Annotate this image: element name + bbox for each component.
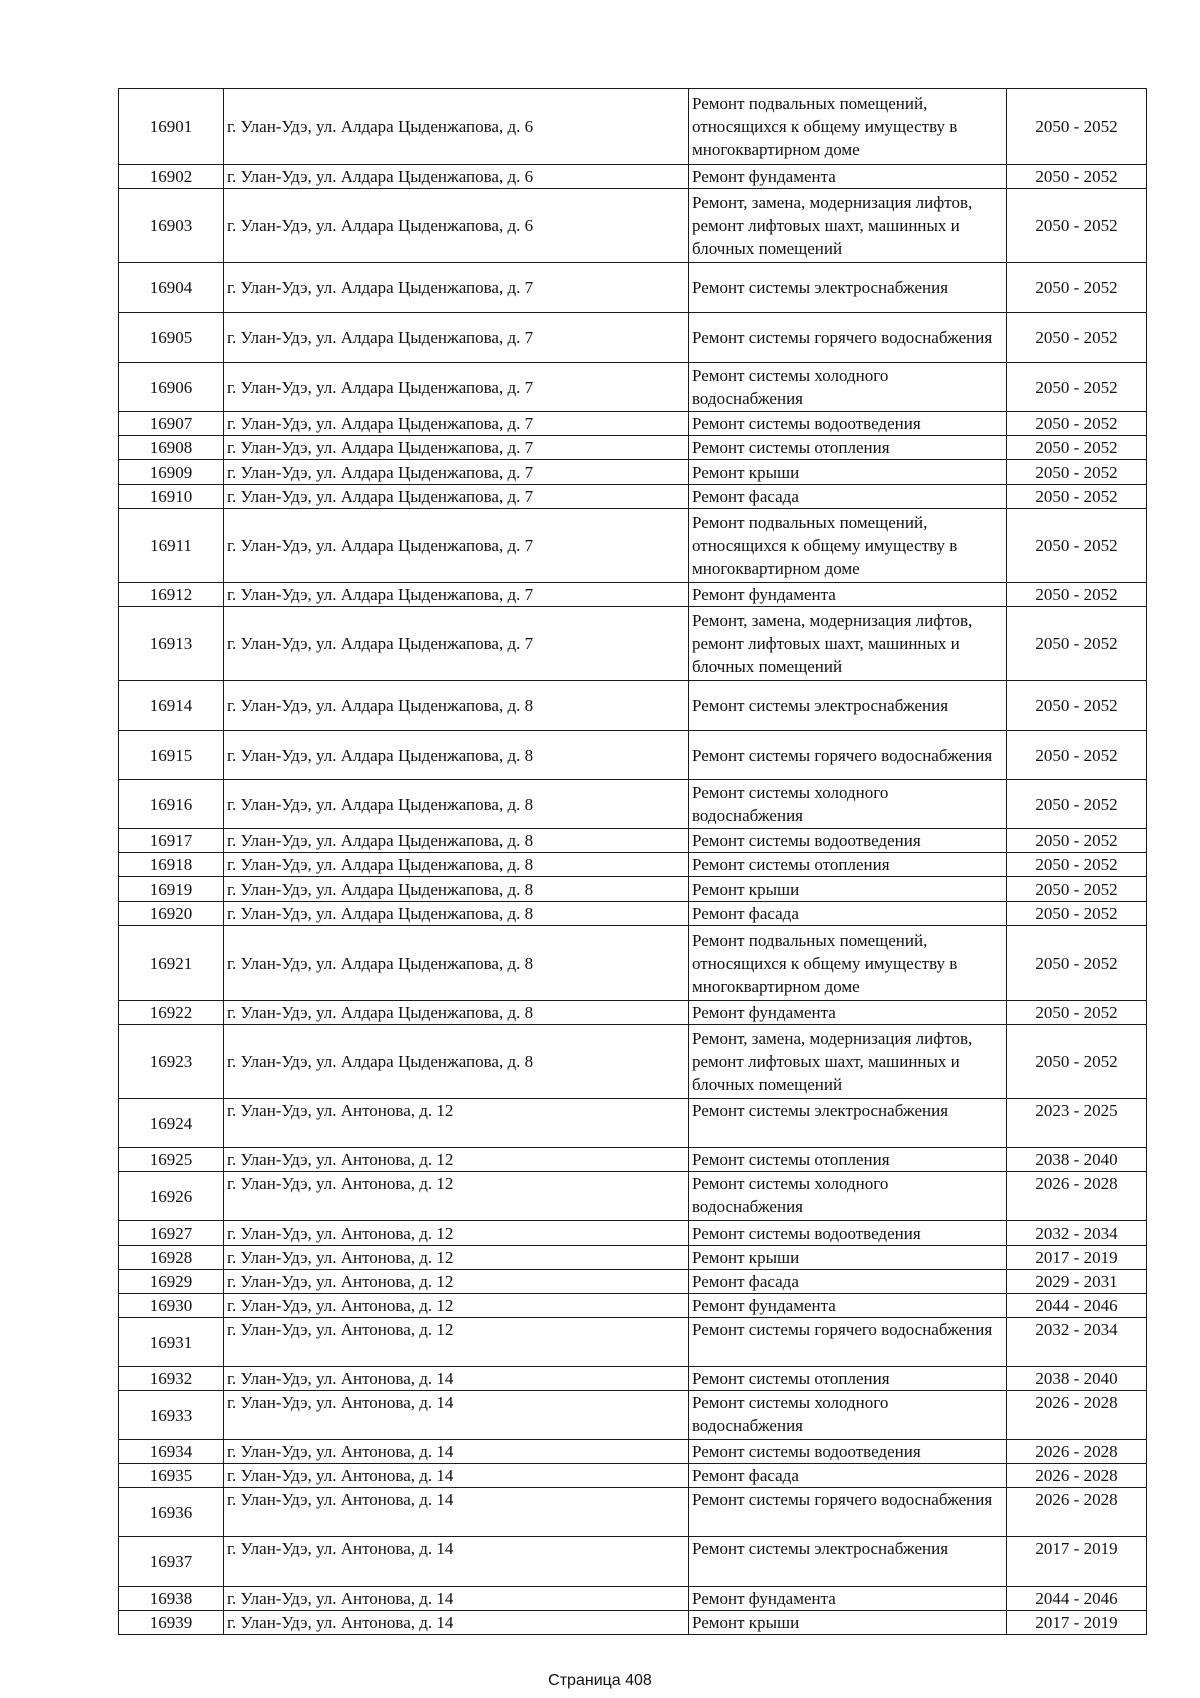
period-cell: 2050 - 2052 bbox=[1007, 189, 1147, 263]
row-number-cell: 16936 bbox=[119, 1488, 224, 1537]
row-number-cell: 16919 bbox=[119, 877, 224, 902]
table-row bbox=[119, 1270, 1147, 1294]
table-row bbox=[119, 363, 1147, 412]
row-number-cell: 16905 bbox=[119, 313, 224, 363]
period-cell: 2026 - 2028 bbox=[1007, 1172, 1147, 1221]
address-cell: г. Улан-Удэ, ул. Антонова, д. 14 bbox=[224, 1537, 689, 1587]
table-row bbox=[119, 509, 1147, 583]
work-type-cell: Ремонт фундамента bbox=[689, 165, 1007, 189]
row-number-cell: 16938 bbox=[119, 1587, 224, 1611]
address-cell: г. Улан-Удэ, ул. Антонова, д. 12 bbox=[224, 1148, 689, 1172]
address-cell: г. Улан-Удэ, ул. Алдара Цыденжапова, д. 8 bbox=[224, 877, 689, 902]
row-number-cell: 16908 bbox=[119, 436, 224, 460]
address-cell: г. Улан-Удэ, ул. Антонова, д. 14 bbox=[224, 1587, 689, 1611]
row-number-cell: 16909 bbox=[119, 460, 224, 485]
period-cell: 2050 - 2052 bbox=[1007, 485, 1147, 509]
row-number-cell: 16913 bbox=[119, 607, 224, 681]
address-cell: г. Улан-Удэ, ул. Антонова, д. 12 bbox=[224, 1246, 689, 1270]
period-cell: 2044 - 2046 bbox=[1007, 1587, 1147, 1611]
table-row bbox=[119, 1440, 1147, 1464]
period-cell: 2017 - 2019 bbox=[1007, 1611, 1147, 1635]
table-row bbox=[119, 1001, 1147, 1025]
row-number-cell: 16929 bbox=[119, 1270, 224, 1294]
period-cell: 2050 - 2052 bbox=[1007, 583, 1147, 607]
work-type-cell: Ремонт подвальных помещений, относящихся к общему имуществу в многоквартирном доме bbox=[689, 89, 1007, 165]
table-row bbox=[119, 460, 1147, 485]
work-type-cell: Ремонт фасада bbox=[689, 485, 1007, 509]
work-type-cell: Ремонт фасада bbox=[689, 902, 1007, 926]
period-cell: 2050 - 2052 bbox=[1007, 681, 1147, 731]
address-cell: г. Улан-Удэ, ул. Алдара Цыденжапова, д. 7 bbox=[224, 460, 689, 485]
address-cell: г. Улан-Удэ, ул. Антонова, д. 12 bbox=[224, 1221, 689, 1246]
period-cell: 2050 - 2052 bbox=[1007, 460, 1147, 485]
address-cell: г. Улан-Удэ, ул. Алдара Цыденжапова, д. 8 bbox=[224, 1025, 689, 1099]
address-cell: г. Улан-Удэ, ул. Алдара Цыденжапова, д. 7 bbox=[224, 509, 689, 583]
table-row bbox=[119, 189, 1147, 263]
table-row bbox=[119, 1391, 1147, 1440]
work-type-cell: Ремонт системы горячего водоснабжения bbox=[689, 731, 1007, 780]
row-number-cell: 16901 bbox=[119, 89, 224, 165]
row-number-cell: 16922 bbox=[119, 1001, 224, 1025]
address-cell: г. Улан-Удэ, ул. Алдара Цыденжапова, д. 6 bbox=[224, 89, 689, 165]
address-cell: г. Улан-Удэ, ул. Антонова, д. 12 bbox=[224, 1172, 689, 1221]
work-type-cell: Ремонт системы электроснабжения bbox=[689, 263, 1007, 313]
work-type-cell: Ремонт системы холодного водоснабжения bbox=[689, 780, 1007, 829]
table-row bbox=[119, 1537, 1147, 1587]
period-cell: 2050 - 2052 bbox=[1007, 509, 1147, 583]
work-type-cell: Ремонт системы отопления bbox=[689, 1367, 1007, 1391]
table-row bbox=[119, 1464, 1147, 1488]
period-cell: 2017 - 2019 bbox=[1007, 1537, 1147, 1587]
address-cell: г. Улан-Удэ, ул. Алдара Цыденжапова, д. 7 bbox=[224, 363, 689, 412]
table-row bbox=[119, 731, 1147, 780]
row-number-cell: 16930 bbox=[119, 1294, 224, 1318]
period-cell: 2050 - 2052 bbox=[1007, 263, 1147, 313]
row-number-cell: 16937 bbox=[119, 1537, 224, 1587]
table-row bbox=[119, 1488, 1147, 1537]
row-number-cell: 16917 bbox=[119, 829, 224, 853]
table-row bbox=[119, 313, 1147, 363]
work-type-cell: Ремонт фундамента bbox=[689, 1001, 1007, 1025]
row-number-cell: 16927 bbox=[119, 1221, 224, 1246]
period-cell: 2050 - 2052 bbox=[1007, 1025, 1147, 1099]
row-number-cell: 16902 bbox=[119, 165, 224, 189]
row-number-cell: 16924 bbox=[119, 1099, 224, 1148]
period-cell: 2050 - 2052 bbox=[1007, 829, 1147, 853]
address-cell: г. Улан-Удэ, ул. Алдара Цыденжапова, д. 8 bbox=[224, 926, 689, 1001]
table-row bbox=[119, 926, 1147, 1001]
table-row bbox=[119, 1025, 1147, 1099]
work-type-cell: Ремонт системы водоотведения bbox=[689, 412, 1007, 436]
row-number-cell: 16911 bbox=[119, 509, 224, 583]
table-row bbox=[119, 1099, 1147, 1148]
row-number-cell: 16926 bbox=[119, 1172, 224, 1221]
table-row bbox=[119, 902, 1147, 926]
table-row bbox=[119, 165, 1147, 189]
row-number-cell: 16918 bbox=[119, 853, 224, 877]
row-number-cell: 16912 bbox=[119, 583, 224, 607]
period-cell: 2029 - 2031 bbox=[1007, 1270, 1147, 1294]
row-number-cell: 16910 bbox=[119, 485, 224, 509]
address-cell: г. Улан-Удэ, ул. Антонова, д. 12 bbox=[224, 1270, 689, 1294]
period-cell: 2017 - 2019 bbox=[1007, 1246, 1147, 1270]
row-number-cell: 16939 bbox=[119, 1611, 224, 1635]
table-row bbox=[119, 436, 1147, 460]
table-row bbox=[119, 89, 1147, 165]
work-type-cell: Ремонт системы горячего водоснабжения bbox=[689, 1318, 1007, 1367]
work-type-cell: Ремонт, замена, модернизация лифтов, ремонт лифтовых шахт, машинных и блочных помещений bbox=[689, 189, 1007, 263]
address-cell: г. Улан-Удэ, ул. Антонова, д. 14 bbox=[224, 1464, 689, 1488]
address-cell: г. Улан-Удэ, ул. Антонова, д. 12 bbox=[224, 1294, 689, 1318]
address-cell: г. Улан-Удэ, ул. Алдара Цыденжапова, д. 7 bbox=[224, 263, 689, 313]
page-number: Страница 408 bbox=[548, 1672, 652, 1689]
table-row bbox=[119, 1318, 1147, 1367]
table-row bbox=[119, 1246, 1147, 1270]
table-row bbox=[119, 412, 1147, 436]
table-row bbox=[119, 1294, 1147, 1318]
address-cell: г. Улан-Удэ, ул. Алдара Цыденжапова, д. 8 bbox=[224, 681, 689, 731]
period-cell: 2050 - 2052 bbox=[1007, 731, 1147, 780]
work-type-cell: Ремонт фасада bbox=[689, 1464, 1007, 1488]
work-type-cell: Ремонт крыши bbox=[689, 1246, 1007, 1270]
table-row bbox=[119, 263, 1147, 313]
address-cell: г. Улан-Удэ, ул. Антонова, д. 14 bbox=[224, 1611, 689, 1635]
period-cell: 2050 - 2052 bbox=[1007, 607, 1147, 681]
row-number-cell: 16915 bbox=[119, 731, 224, 780]
work-type-cell: Ремонт крыши bbox=[689, 877, 1007, 902]
row-number-cell: 16925 bbox=[119, 1148, 224, 1172]
period-cell: 2032 - 2034 bbox=[1007, 1221, 1147, 1246]
table-row bbox=[119, 1367, 1147, 1391]
period-cell: 2023 - 2025 bbox=[1007, 1099, 1147, 1148]
period-cell: 2050 - 2052 bbox=[1007, 853, 1147, 877]
address-cell: г. Улан-Удэ, ул. Алдара Цыденжапова, д. 7 bbox=[224, 313, 689, 363]
period-cell: 2026 - 2028 bbox=[1007, 1464, 1147, 1488]
row-number-cell: 16916 bbox=[119, 780, 224, 829]
work-type-cell: Ремонт системы электроснабжения bbox=[689, 1537, 1007, 1587]
row-number-cell: 16906 bbox=[119, 363, 224, 412]
row-number-cell: 16923 bbox=[119, 1025, 224, 1099]
table-row bbox=[119, 780, 1147, 829]
row-number-cell: 16934 bbox=[119, 1440, 224, 1464]
period-cell: 2050 - 2052 bbox=[1007, 363, 1147, 412]
table-row bbox=[119, 681, 1147, 731]
work-type-cell: Ремонт системы горячего водоснабжения bbox=[689, 313, 1007, 363]
work-type-cell: Ремонт фундамента bbox=[689, 583, 1007, 607]
period-cell: 2050 - 2052 bbox=[1007, 412, 1147, 436]
work-type-cell: Ремонт системы отопления bbox=[689, 853, 1007, 877]
table-row bbox=[119, 829, 1147, 853]
period-cell: 2050 - 2052 bbox=[1007, 877, 1147, 902]
period-cell: 2050 - 2052 bbox=[1007, 926, 1147, 1001]
period-cell: 2026 - 2028 bbox=[1007, 1440, 1147, 1464]
row-number-cell: 16928 bbox=[119, 1246, 224, 1270]
address-cell: г. Улан-Удэ, ул. Антонова, д. 14 bbox=[224, 1391, 689, 1440]
period-cell: 2038 - 2040 bbox=[1007, 1367, 1147, 1391]
address-cell: г. Улан-Удэ, ул. Алдара Цыденжапова, д. 7 bbox=[224, 583, 689, 607]
work-type-cell: Ремонт системы отопления bbox=[689, 1148, 1007, 1172]
table-row bbox=[119, 583, 1147, 607]
row-number-cell: 16933 bbox=[119, 1391, 224, 1440]
work-type-cell: Ремонт системы горячего водоснабжения bbox=[689, 1488, 1007, 1537]
row-number-cell: 16914 bbox=[119, 681, 224, 731]
table-row bbox=[119, 1148, 1147, 1172]
period-cell: 2050 - 2052 bbox=[1007, 780, 1147, 829]
address-cell: г. Улан-Удэ, ул. Антонова, д. 14 bbox=[224, 1440, 689, 1464]
work-type-cell: Ремонт системы водоотведения bbox=[689, 1221, 1007, 1246]
repair-schedule-table bbox=[118, 88, 1147, 1635]
work-type-cell: Ремонт системы холодного водоснабжения bbox=[689, 363, 1007, 412]
work-type-cell: Ремонт фундамента bbox=[689, 1294, 1007, 1318]
period-cell: 2050 - 2052 bbox=[1007, 436, 1147, 460]
row-number-cell: 16921 bbox=[119, 926, 224, 1001]
address-cell: г. Улан-Удэ, ул. Алдара Цыденжапова, д. 6 bbox=[224, 189, 689, 263]
address-cell: г. Улан-Удэ, ул. Алдара Цыденжапова, д. 8 bbox=[224, 829, 689, 853]
address-cell: г. Улан-Удэ, ул. Антонова, д. 14 bbox=[224, 1488, 689, 1537]
period-cell: 2026 - 2028 bbox=[1007, 1391, 1147, 1440]
work-type-cell: Ремонт крыши bbox=[689, 460, 1007, 485]
work-type-cell: Ремонт системы электроснабжения bbox=[689, 1099, 1007, 1148]
work-type-cell: Ремонт системы водоотведения bbox=[689, 1440, 1007, 1464]
table-row bbox=[119, 1172, 1147, 1221]
work-type-cell: Ремонт системы отопления bbox=[689, 436, 1007, 460]
address-cell: г. Улан-Удэ, ул. Алдара Цыденжапова, д. 8 bbox=[224, 902, 689, 926]
period-cell: 2044 - 2046 bbox=[1007, 1294, 1147, 1318]
address-cell: г. Улан-Удэ, ул. Антонова, д. 14 bbox=[224, 1367, 689, 1391]
address-cell: г. Улан-Удэ, ул. Алдара Цыденжапова, д. 7 bbox=[224, 607, 689, 681]
period-cell: 2050 - 2052 bbox=[1007, 902, 1147, 926]
work-type-cell: Ремонт крыши bbox=[689, 1611, 1007, 1635]
period-cell: 2050 - 2052 bbox=[1007, 313, 1147, 363]
address-cell: г. Улан-Удэ, ул. Антонова, д. 12 bbox=[224, 1099, 689, 1148]
work-type-cell: Ремонт системы холодного водоснабжения bbox=[689, 1172, 1007, 1221]
table-row bbox=[119, 1221, 1147, 1246]
row-number-cell: 16920 bbox=[119, 902, 224, 926]
address-cell: г. Улан-Удэ, ул. Алдара Цыденжапова, д. 8 bbox=[224, 853, 689, 877]
address-cell: г. Улан-Удэ, ул. Алдара Цыденжапова, д. 7 bbox=[224, 412, 689, 436]
work-type-cell: Ремонт, замена, модернизация лифтов, ремонт лифтовых шахт, машинных и блочных помещений bbox=[689, 1025, 1007, 1099]
work-type-cell: Ремонт системы электроснабжения bbox=[689, 681, 1007, 731]
address-cell: г. Улан-Удэ, ул. Алдара Цыденжапова, д. 8 bbox=[224, 731, 689, 780]
work-type-cell: Ремонт подвальных помещений, относящихся к общему имуществу в многоквартирном доме bbox=[689, 926, 1007, 1001]
address-cell: г. Улан-Удэ, ул. Алдара Цыденжапова, д. 6 bbox=[224, 165, 689, 189]
address-cell: г. Улан-Удэ, ул. Алдара Цыденжапова, д. 7 bbox=[224, 485, 689, 509]
period-cell: 2032 - 2034 bbox=[1007, 1318, 1147, 1367]
period-cell: 2038 - 2040 bbox=[1007, 1148, 1147, 1172]
work-type-cell: Ремонт системы водоотведения bbox=[689, 829, 1007, 853]
row-number-cell: 16903 bbox=[119, 189, 224, 263]
address-cell: г. Улан-Удэ, ул. Алдара Цыденжапова, д. 8 bbox=[224, 780, 689, 829]
period-cell: 2050 - 2052 bbox=[1007, 1001, 1147, 1025]
row-number-cell: 16907 bbox=[119, 412, 224, 436]
row-number-cell: 16932 bbox=[119, 1367, 224, 1391]
row-number-cell: 16931 bbox=[119, 1318, 224, 1367]
period-cell: 2050 - 2052 bbox=[1007, 165, 1147, 189]
row-number-cell: 16935 bbox=[119, 1464, 224, 1488]
work-type-cell: Ремонт, замена, модернизация лифтов, ремонт лифтовых шахт, машинных и блочных помещений bbox=[689, 607, 1007, 681]
work-type-cell: Ремонт подвальных помещений, относящихся к общему имуществу в многоквартирном доме bbox=[689, 509, 1007, 583]
address-cell: г. Улан-Удэ, ул. Антонова, д. 12 bbox=[224, 1318, 689, 1367]
table-row bbox=[119, 607, 1147, 681]
address-cell: г. Улан-Удэ, ул. Алдара Цыденжапова, д. 7 bbox=[224, 436, 689, 460]
period-cell: 2050 - 2052 bbox=[1007, 89, 1147, 165]
table-body bbox=[119, 89, 1147, 1635]
table-row bbox=[119, 877, 1147, 902]
row-number-cell: 16904 bbox=[119, 263, 224, 313]
work-type-cell: Ремонт фасада bbox=[689, 1270, 1007, 1294]
table-row bbox=[119, 1587, 1147, 1611]
period-cell: 2026 - 2028 bbox=[1007, 1488, 1147, 1537]
work-type-cell: Ремонт фундамента bbox=[689, 1587, 1007, 1611]
table-row bbox=[119, 853, 1147, 877]
table-row bbox=[119, 1611, 1147, 1635]
address-cell: г. Улан-Удэ, ул. Алдара Цыденжапова, д. 8 bbox=[224, 1001, 689, 1025]
table-row bbox=[119, 485, 1147, 509]
work-type-cell: Ремонт системы холодного водоснабжения bbox=[689, 1391, 1007, 1440]
